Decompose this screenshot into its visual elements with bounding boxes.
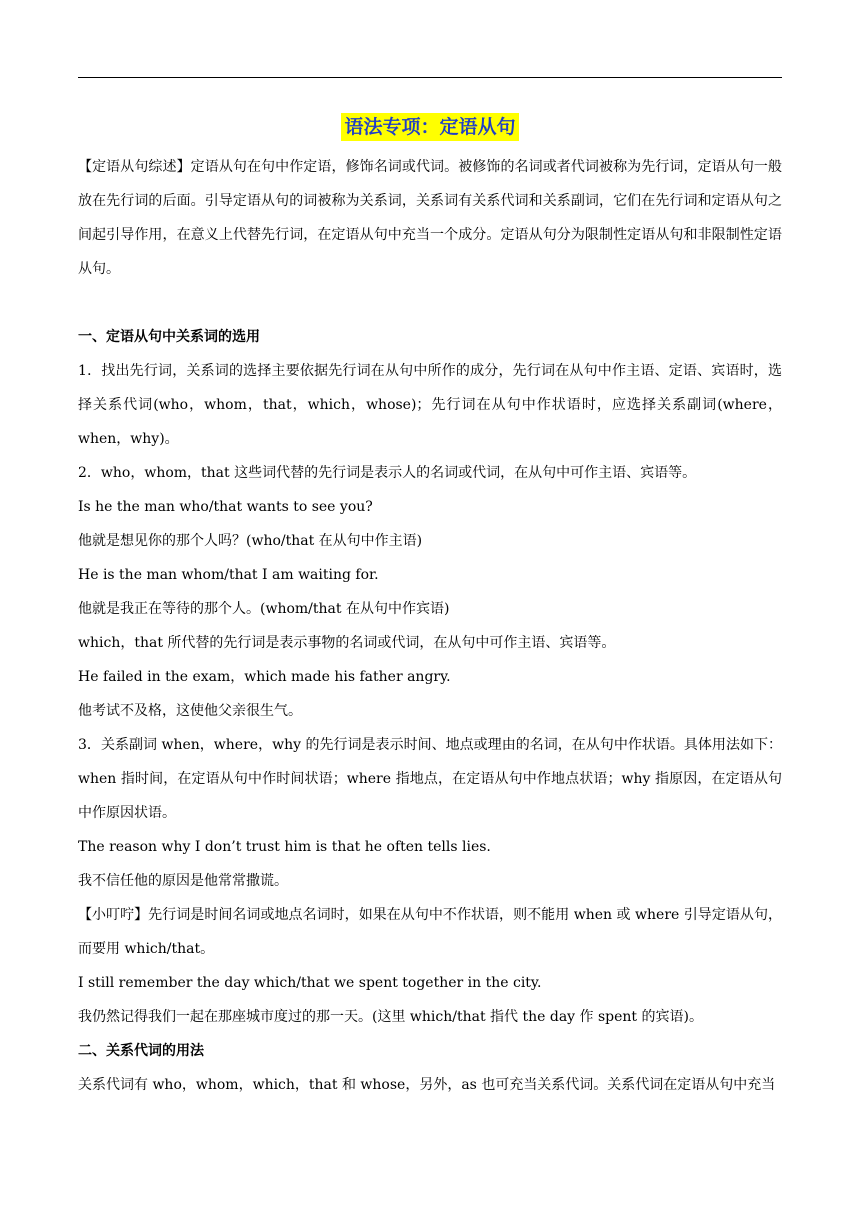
document-body [78, 150, 782, 1102]
example-chinese: 他考试不及格，这使他父亲很生气。 [78, 703, 302, 719]
spacer [78, 286, 782, 320]
example-chinese: 我仍然记得我们一起在那座城市度过的那一天。(这里 which/that 指代 the day 作 spent 的宾语)。 [78, 1009, 703, 1025]
section-heading-1: 一、定语从句中关系词的选用 [78, 329, 260, 345]
header-rule [78, 77, 782, 78]
example-chinese: 他就是我正在等待的那个人。(whom/that 在从句中作宾语) [78, 601, 450, 617]
example-chinese: 我不信任他的原因是他常常撒谎。 [78, 873, 288, 889]
example-english: Is he the man who/that wants to see you? [78, 499, 373, 515]
example-chinese: 他就是想见你的那个人吗？(who/that 在从句中作主语) [78, 533, 423, 549]
example-english: He failed in the exam，which made his father angry. [78, 669, 451, 685]
paragraph: 关系代词有 who，whom，which，that 和 whose，另外，as 也可充当关系代词。关系代词在定语从句中充当 [78, 1077, 776, 1093]
intro-paragraph: 【定语从句综述】定语从句在句中作定语，修饰名词或代词。被修饰的名词或者代词被称为先行词，定语从句一般放在先行词的后面。引导定语从句的词被称为关系词，关系词有关系代词和关系副词，它们在先行词和定语从句之间起引导作用，在意义上代替先行词，在定语从句中充当一个成分。定语从句分为限制性定语从句和非限制性定语从句。 [78, 159, 782, 277]
paragraph: 3．关系副词 when，where，why 的先行词是表示时间、地点或理由的名词，在从句中作状语。具体用法如下：when 指时间，在定语从句中作时间状语；where 指地点，在定语从句中作地点状语；why 指原因，在定语从句中作原因状语。 [78, 737, 782, 821]
document-title: 语法专项：定语从句 [341, 113, 518, 141]
section-heading-2: 二、关系代词的用法 [78, 1043, 204, 1059]
example-english: The reason why I don’t trust him is that he often tells lies. [78, 839, 491, 855]
paragraph: 2．who，whom，that 这些词代替的先行词是表示人的名词或代词，在从句中可作主语、宾语等。 [78, 465, 697, 481]
example-english: He is the man whom/that I am waiting for. [78, 567, 379, 583]
paragraph: 1．找出先行词，关系词的选择主要依据先行词在从句中所作的成分，先行词在从句中作主语、定语、宾语时，选择关系代词(who，whom，that，which，whose)；先行词在从句中作状语时，应选择关系副词(where，when，why)。 [78, 363, 782, 447]
tip-paragraph: 【小叮咛】先行词是时间名词或地点名词时，如果在从句中不作状语，则不能用 when 或 where 引导定语从句，而要用 which/that。 [78, 907, 782, 957]
title-container [0, 113, 860, 141]
example-english: I still remember the day which/that we spent together in the city. [78, 975, 542, 991]
paragraph: which，that 所代替的先行词是表示事物的名词或代词，在从句中可作主语、宾语等。 [78, 635, 616, 651]
